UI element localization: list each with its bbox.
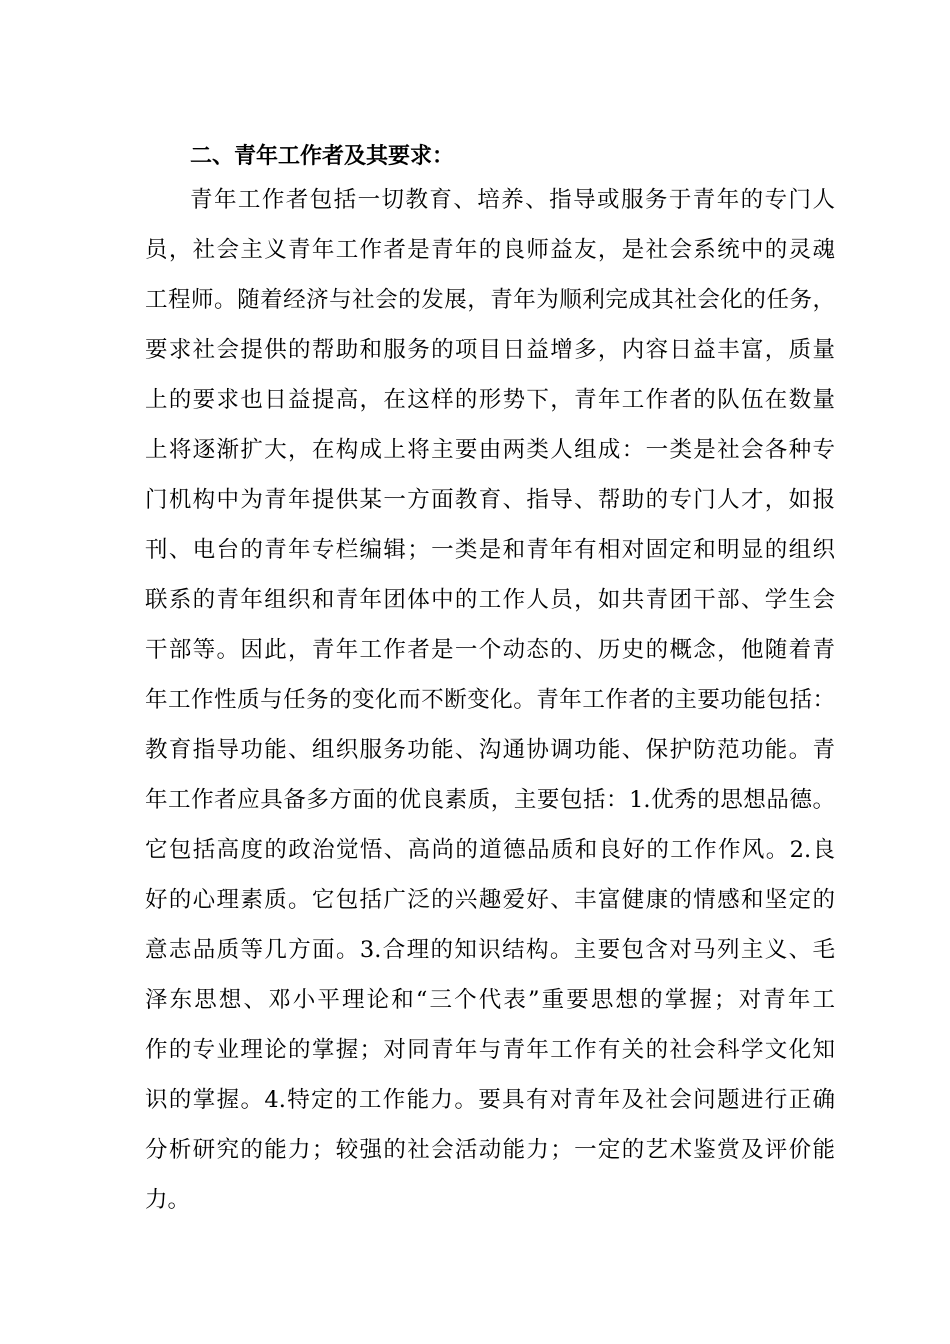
text-line: 门机构中为青年提供某一方面教育、指导、帮助的专门人才，如报 bbox=[145, 487, 835, 513]
text-line: 年工作性质与任务的变化而不断变化。青年工作者的主要功能包括： bbox=[145, 687, 835, 713]
text-line: 力。 bbox=[145, 1187, 191, 1213]
text-line: 上的要求也日益提高，在这样的形势下，青年工作者的队伍在数量 bbox=[145, 387, 835, 413]
body-paragraph bbox=[145, 175, 835, 1225]
text-line: 员，社会主义青年工作者是青年的良师益友，是社会系统中的灵魂 bbox=[145, 237, 835, 263]
text-line: 青年工作者包括一切教育、培养、指导或服务于青年的专门人 bbox=[190, 187, 835, 213]
text-line: 意志品质等几方面。3.合理的知识结构。主要包含对马列主义、毛 bbox=[145, 937, 835, 963]
text-line: 好的心理素质。它包括广泛的兴趣爱好、丰富健康的情感和坚定的 bbox=[145, 887, 835, 913]
text-line: 它包括高度的政治觉悟、高尚的道德品质和良好的工作作风。2.良 bbox=[145, 837, 835, 863]
text-line: 教育指导功能、组织服务功能、沟通协调功能、保护防范功能。青 bbox=[145, 737, 835, 763]
text-line: 上将逐渐扩大，在构成上将主要由两类人组成：一类是社会各种专 bbox=[145, 437, 835, 463]
text-line: 作的专业理论的掌握；对同青年与青年工作有关的社会科学文化知 bbox=[145, 1037, 835, 1063]
text-line: 工程师。随着经济与社会的发展，青年为顺利完成其社会化的任务， bbox=[145, 287, 835, 313]
text-line: 刊、电台的青年专栏编辑；一类是和青年有相对固定和明显的组织 bbox=[145, 537, 835, 563]
text-line: 联系的青年组织和青年团体中的工作人员，如共青团干部、学生会 bbox=[145, 587, 835, 613]
text-line: 年工作者应具备多方面的优良素质，主要包括：1.优秀的思想品德。 bbox=[145, 787, 835, 813]
text-line: 分析研究的能力；较强的社会活动能力；一定的艺术鉴赏及评价能 bbox=[145, 1137, 835, 1163]
text-line: 识的掌握。4.特定的工作能力。要具有对青年及社会问题进行正确 bbox=[145, 1087, 835, 1113]
text-line: 干部等。因此，青年工作者是一个动态的、历史的概念，他随着青 bbox=[145, 637, 835, 663]
section-heading: 二、青年工作者及其要求： bbox=[190, 143, 455, 169]
text-line: 泽东思想、邓小平理论和“三个代表”重要思想的掌握；对青年工 bbox=[145, 987, 835, 1013]
text-line: 要求社会提供的帮助和服务的项目日益增多，内容日益丰富，质量 bbox=[145, 337, 835, 363]
